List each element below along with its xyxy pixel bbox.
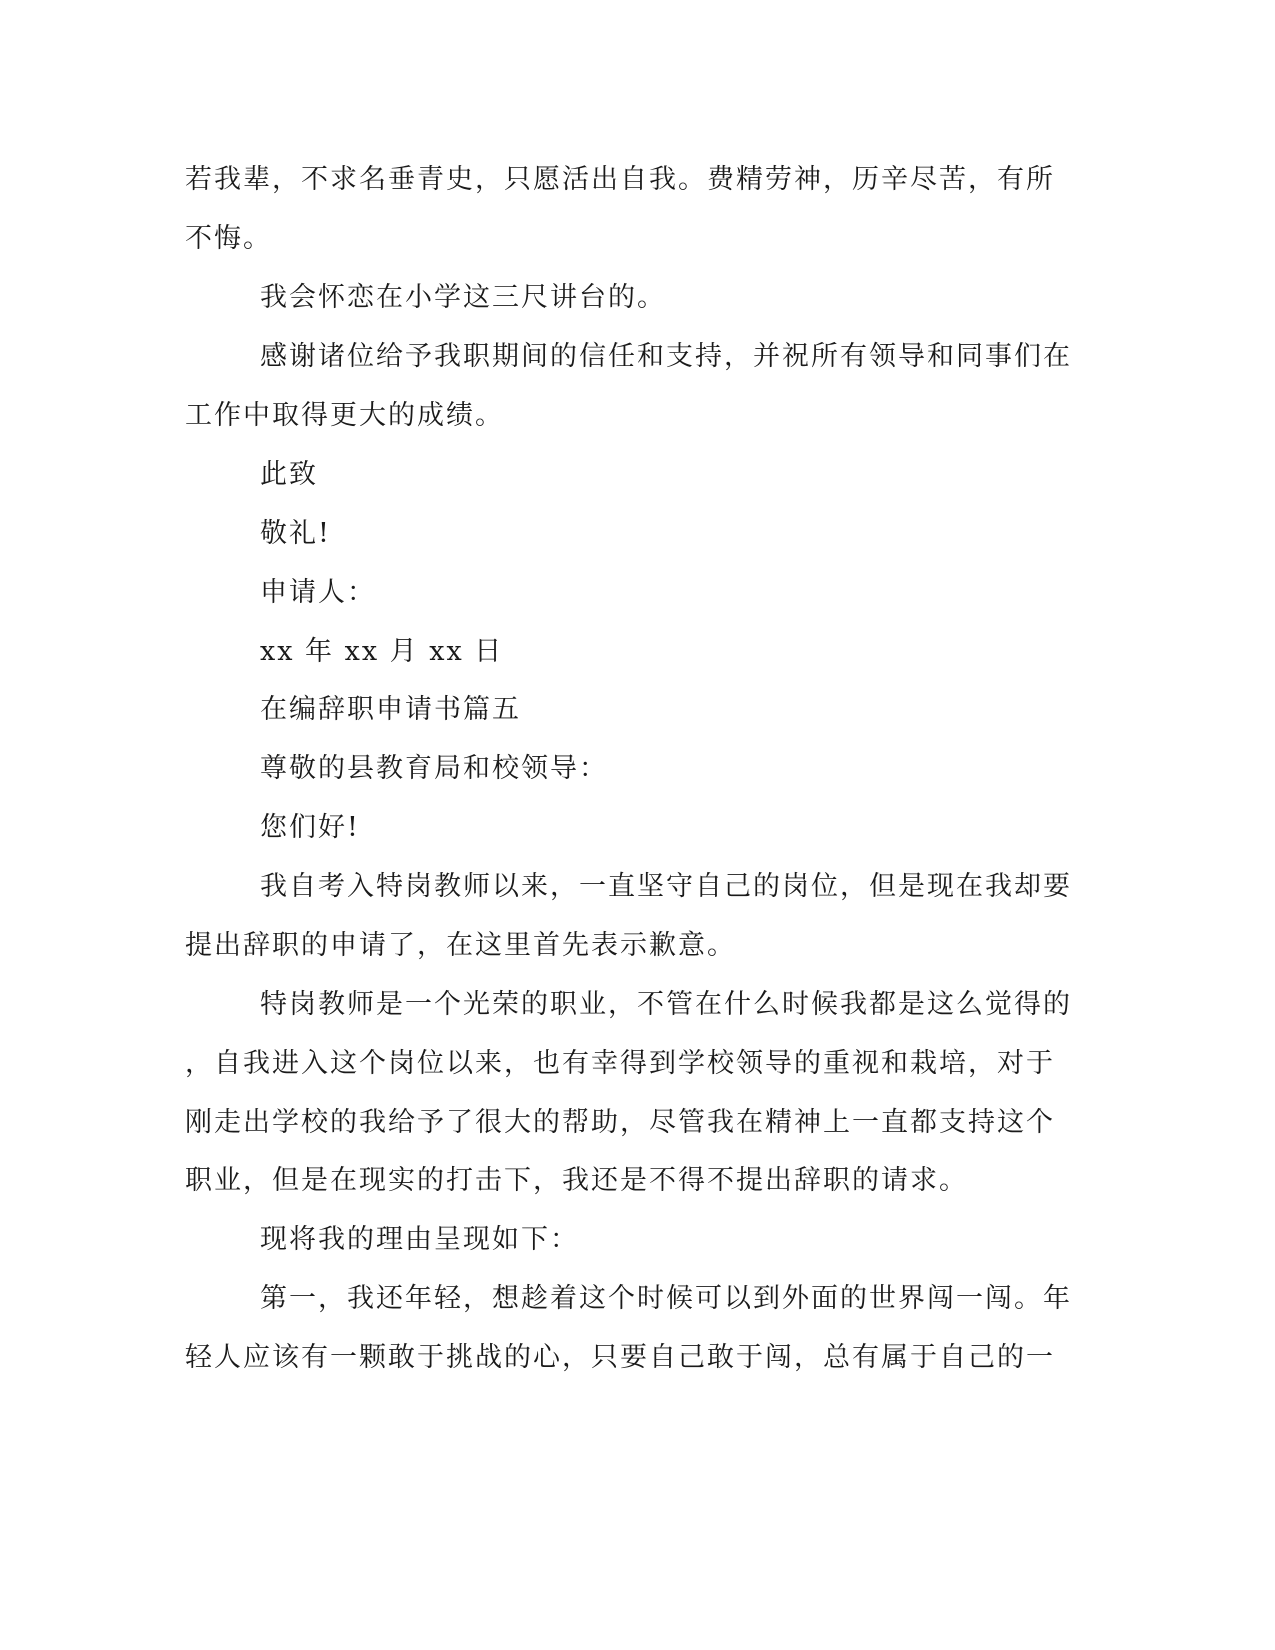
text-line: 不悔。 (185, 223, 272, 254)
closing-salutation: 此致 (260, 459, 318, 490)
text-line: 我会怀恋在小学这三尺讲台的。 (260, 282, 666, 313)
closing-regards: 敬礼! (260, 518, 331, 549)
section-title: 在编辞职申请书篇五 (260, 694, 521, 725)
text-line: 特岗教师是一个光荣的职业，不管在什么时候我都是这么觉得的 (260, 989, 1072, 1020)
greeting-recipient: 尊敬的县教育局和校领导： (260, 753, 608, 784)
text-line: 我自考入特岗教师以来，一直坚守自己的岗位，但是现在我却要 (260, 871, 1072, 902)
text-line: 工作中取得更大的成绩。 (185, 400, 504, 431)
text-line: ，自我进入这个岗位以来，也有幸得到学校领导的重视和栽培，对于 (185, 1048, 1055, 1079)
text-line: 现将我的理由呈现如下： (260, 1224, 579, 1255)
text-line: 轻人应该有一颗敢于挑战的心，只要自己敢于闯，总有属于自己的一 (185, 1342, 1055, 1373)
text-line: 刚走出学校的我给予了很大的帮助，尽管我在精神上一直都支持这个 (185, 1107, 1055, 1138)
text-line: 职业，但是在现实的打击下，我还是不得不提出辞职的请求。 (185, 1165, 968, 1196)
text-line: 提出辞职的申请了，在这里首先表示歉意。 (185, 930, 736, 961)
applicant-label: 申请人： (260, 577, 376, 608)
text-line: 第一，我还年轻，想趁着这个时候可以到外面的世界闯一闯。年 (260, 1283, 1072, 1314)
date-line: xx 年 xx 月 xx 日 (260, 636, 504, 667)
greeting: 您们好! (260, 812, 360, 843)
text-line: 若我辈，不求名垂青史，只愿活出自我。费精劳神，历辛尽苦，有所 (185, 164, 1055, 195)
text-line: 感谢诸位给予我职期间的信任和支持，并祝所有领导和同事们在 (260, 341, 1072, 372)
